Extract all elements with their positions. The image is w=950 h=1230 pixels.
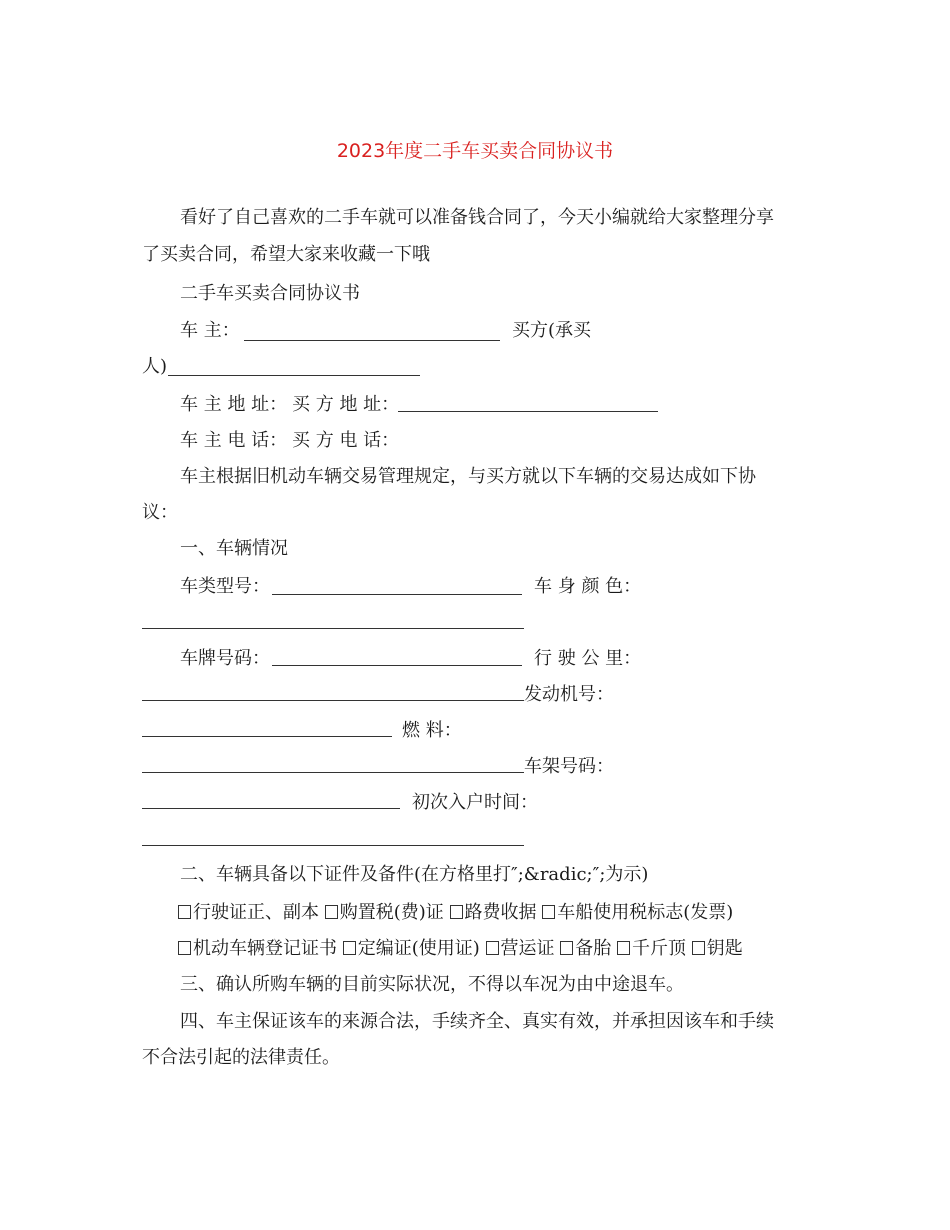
documents-row-1: [178, 901, 733, 925]
checkbox-keys[interactable]: [692, 941, 705, 955]
engine-label: 发动机号：: [524, 684, 614, 705]
color-label: 车 身 颜 色：: [534, 576, 642, 597]
color-blank[interactable]: [142, 628, 524, 629]
plate-label: 车牌号码：: [180, 648, 270, 669]
owner-address-label: 车 主 地 址：: [180, 394, 288, 415]
item-vehicle-tax: 车船使用税标志(发票): [557, 902, 734, 923]
checkbox-spare-tire[interactable]: [560, 941, 573, 955]
checkbox-driving-license[interactable]: [178, 905, 191, 919]
document-title: 2023年度二手车买卖合同协议书: [336, 140, 614, 162]
section4-line-2: 不合法引起的法律责任。: [142, 1047, 340, 1068]
owner-phone-label: 车 主 电 话：: [180, 430, 288, 451]
item-keys: 钥匙: [706, 938, 743, 959]
buyer-address-blank[interactable]: [398, 411, 658, 412]
model-blank[interactable]: [272, 594, 522, 595]
contract-subtitle: 二手车买卖合同协议书: [180, 283, 360, 304]
checkbox-quota-certificate[interactable]: [343, 941, 356, 955]
first-registration-blank[interactable]: [142, 845, 524, 846]
buyer-address-label: 买 方 地 址：: [292, 394, 400, 415]
documents-row-2: [178, 937, 743, 961]
section2-heading: 二、车辆具备以下证件及备件(在方格里打″;&radic;″;为示): [180, 864, 649, 885]
first-registration-label: 初次入户时间：: [412, 792, 538, 813]
owner-blank[interactable]: [244, 340, 500, 341]
fuel-blank[interactable]: [142, 772, 524, 773]
section4-line-1: 四、车主保证该车的来源合法，手续齐全、真实有效，并承担因该车和手续: [180, 1011, 774, 1032]
frame-blank[interactable]: [142, 808, 400, 809]
preamble-line-1: 车主根据旧机动车辆交易管理规定，与买方就以下车辆的交易达成如下协: [180, 466, 756, 487]
plate-blank[interactable]: [272, 665, 522, 666]
checkbox-vehicle-tax[interactable]: [542, 905, 555, 919]
fuel-label: 燃 料：: [402, 720, 462, 741]
engine-blank[interactable]: [142, 736, 392, 737]
buyer-label-b: 人): [142, 356, 168, 377]
item-spare-tire: 备胎: [575, 938, 612, 959]
section1-heading: 一、车辆情况: [180, 538, 288, 559]
checkbox-operation-permit[interactable]: [486, 941, 499, 955]
model-label: 车类型号：: [180, 576, 270, 597]
frame-label: 车架号码：: [524, 756, 614, 777]
owner-label: 车 主：: [180, 320, 240, 341]
mileage-label: 行 驶 公 里：: [534, 648, 642, 669]
intro-line-2: 了买卖合同，希望大家来收藏一下哦: [142, 244, 430, 265]
mileage-blank[interactable]: [142, 700, 524, 701]
item-jack: 千斤顶: [631, 938, 686, 959]
item-operation-permit: 营运证: [500, 938, 555, 959]
item-driving-license: 行驶证正、副本: [193, 902, 319, 923]
checkbox-registration-certificate[interactable]: [178, 941, 191, 955]
section3-text: 三、确认所购车辆的目前实际状况，不得以车况为由中途退车。: [180, 974, 684, 995]
item-toll-receipt: 路费收据: [464, 902, 537, 923]
checkbox-toll-receipt[interactable]: [450, 905, 463, 919]
item-registration-certificate: 机动车辆登记证书: [193, 938, 337, 959]
buyer-phone-label: 买 方 电 话：: [292, 430, 400, 451]
checkbox-purchase-tax[interactable]: [325, 905, 338, 919]
preamble-line-2: 议：: [142, 502, 178, 523]
intro-line-1: 看好了自己喜欢的二手车就可以准备钱合同了，今天小编就给大家整理分享: [180, 207, 774, 228]
checkbox-jack[interactable]: [617, 941, 630, 955]
item-purchase-tax: 购置税(费)证: [339, 902, 444, 923]
item-quota-certificate: 定编证(使用证): [357, 938, 480, 959]
buyer-blank[interactable]: [168, 375, 420, 376]
buyer-label-a: 买方(承买: [512, 320, 592, 341]
